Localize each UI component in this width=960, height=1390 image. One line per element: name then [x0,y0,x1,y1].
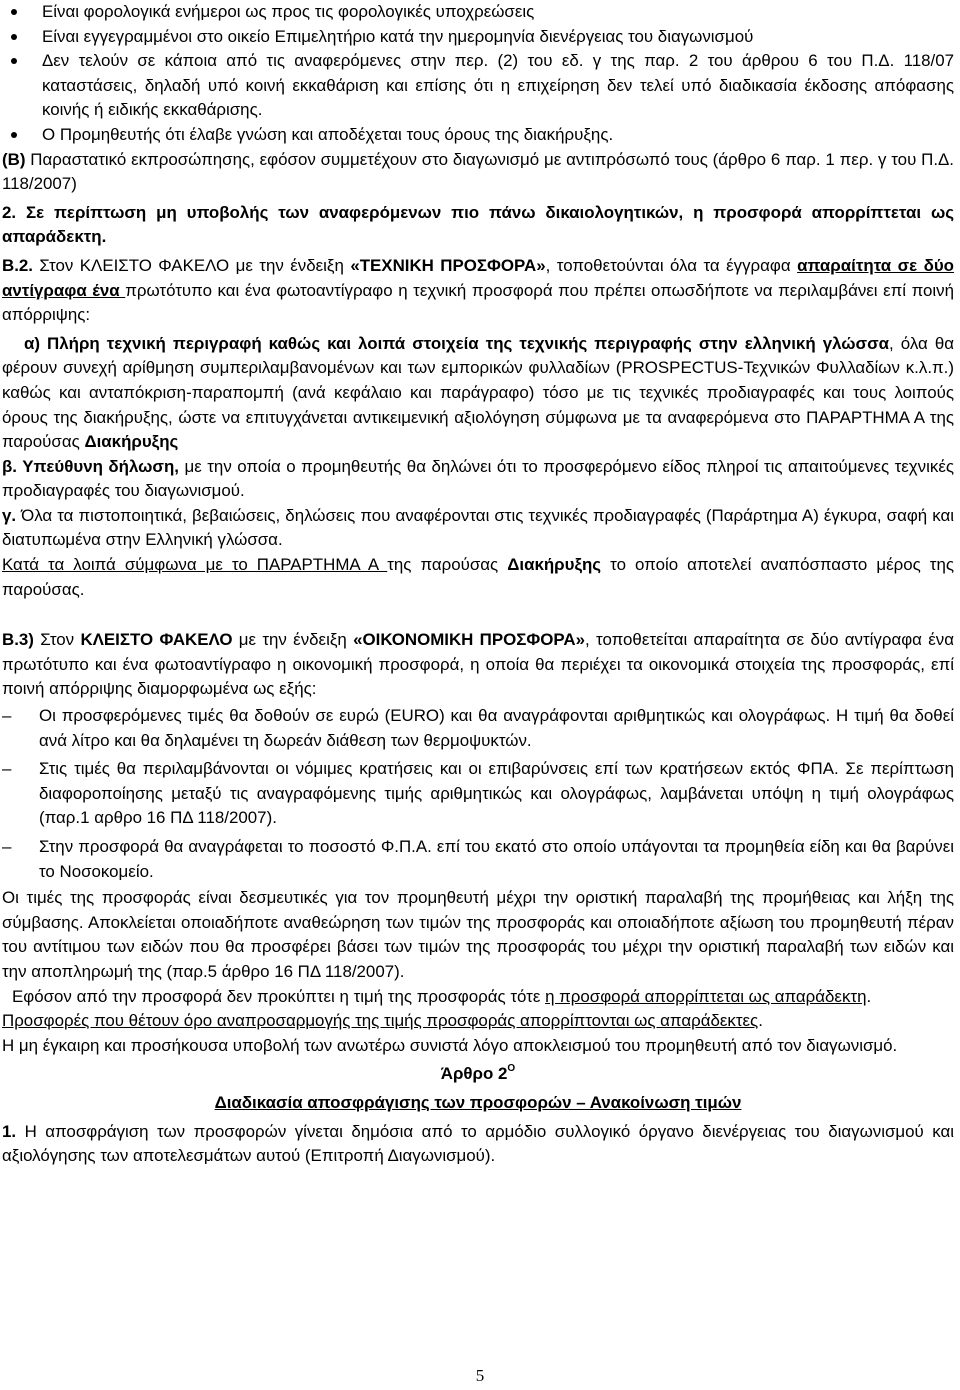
text-run: Δεν τελούν σε κάποια από τις αναφερόμενες στην περ. (2) του εδ. γ της παρ. 2 του άρθρου 6 του Π.Δ. 118/07 καταστάσεις, δηλαδή υπό κοινή εκκαθάριση και επίσης ότι η επιχείρηση δεν τελεί υπό διαδικασία έκδοσης απόφασης κοινής ή ειδικής εκκαθάρισης. [42,51,954,120]
text-run: Ο [507,1063,516,1075]
paragraph-p15 [2,757,954,831]
text-run: Η μη έγκαιρη και προσήκουσα υποβολή των ανωτέρω συνιστά λόγο αποκλεισμού του προμηθευτή από τον διαγωνισμό. [2,1035,898,1055]
text-run: Ο Προμηθευτής ότι έλαβε γνώση και αποδέχεται τους όρους της διακήρυξης. [42,124,614,144]
paragraph-p14 [2,704,954,753]
paragraph-p18 [2,985,954,1010]
text-run: Διαδικασία αποσφράγισης των προσφορών – Ανακοίνωση τιμών [214,1092,742,1112]
paragraph-p10 [2,455,954,504]
text-run: η προσφορά απορρίπτεται ως απαράδεκτη [545,986,867,1006]
text-run: Στην προσφορά θα αναγράφεται το ποσοστό Φ.Π.Α. επί του εκατό στο οποίο υπάγονται τα προμηθεία είδη και θα βαρύνει το Νοσοκομείο. [39,837,954,881]
text-run: Όλα τα πιστοποιητικά, βεβαιώσεις, δηλώσεις που αναφέρονται στις τεχνικές προδιαγραφές (Παράρτημα Α) έγκυρα, σαφή και διατυπωμένα στην Ελληνική γλώσσα. [2,505,954,550]
text-run: Β.3) [2,630,34,650]
text-run: , τοποθετούνται όλα τα έγγραφα [545,255,798,275]
paragraph-p04 [2,123,954,148]
text-run: με την ένδειξη [232,630,354,650]
text-run: Κατά τα λοιπά σύμφωνα με το ΠΑΡΑΡΤΗΜΑ Α [2,555,388,575]
text-run: της παρούσας [387,555,508,575]
dash-marker: – [2,837,12,856]
paragraph-p17 [2,886,954,984]
text-run: (Β) [2,149,26,169]
text-run: «ΟΙΚΟΝΟΜΙΚΗ ΠΡΟΣΦΟΡΑ» [353,630,586,650]
text-run: Είναι εγγεγραμμένοι στο οικείο Επιμελητήριο κατά την ημερομηνία διενέργειας του διαγωνισμού [42,26,754,46]
text-run: Οι προσφερόμενες τιμές θα δοθούν σε ευρώ (EURO) και θα αναγράφονται αριθμητικώς και ολογράφως. Η τιμή θα δοθεί ανά λίτρο και θα δηλαμένει τη δωρεάν διάθεση των θερμοψυκτών. [39,706,954,750]
text-run: . [866,986,872,1006]
paragraph-p11 [2,504,954,553]
text-run: 2. Σε περίπτωση μη υποβολής των αναφερόμενων πιο πάνω δικαιολογητικών, η προσφορά απορρίπτεται ως απαράδεκτη. [2,202,954,247]
text-run: Εφόσον από την προσφορά δεν προκύπτει η τιμή της προσφοράς τότε [12,986,546,1006]
text-run: β. Υπεύθυνη δήλωση, [2,456,179,476]
paragraph-p08 [2,254,954,328]
text-run: , όλα θα φέρουν συνεχή αρίθμηση συμπεριλαμβανομένων και των εμπορικών φυλλαδίων (PROSPECTUS-Τεχνικών Φυλλαδίων κ.λ.π.) καθώς και ανταπόκριση-παραπομπή (ανά κεφάλαιο και παράγραφο) τόσο με τις τεχνικές προδιαγραφές και τους λοιπούς όρους της διακήρυξης, ώστε να επιτυγχάνεται αντικειμενική αξιολόγηση σύμφωνα με τα αναφερόμενα στο ΠΑΡΑΡΤΗΜΑ Α της παρούσας [2,333,955,452]
text-run: Άρθρο 2 [440,1064,508,1084]
paragraph-p09 [2,332,954,455]
text-run: , τοποθετείται απαραίτητα σε δύο αντίγραφα ένα πρωτότυπο και ένα φωτοαντίγραφο η οικονομική προσφορά, η οποία θα περιέχει τα οικονομικά στοιχεία της προσφοράς, επί ποινή απόρριψης διαμορφωμένα ως εξής: [2,630,954,699]
text-run: Διακήρυξης [84,432,179,452]
paragraph-p06 [2,201,954,250]
text-run: Β.2. [2,255,33,275]
text-run: γ. [2,505,17,525]
text-run: α) Πλήρη τεχνική περιγραφή καθώς και λοιπά στοιχεία της τεχνικής περιγραφής στην ελληνική γλώσσα [24,333,890,353]
text-run: «ΤΕΧΝΙΚΗ ΠΡΟΣΦΟΡΑ» [350,255,546,275]
paragraph-p19 [2,1009,954,1034]
document-body [2,0,954,1169]
text-run: με την οποία ο προμηθευτής θα δηλώνει ότι το προσφερόμενο είδος πληροί τις απαιτούμενες τεχνικές προδιαγραφές του διαγωνισμού. [2,456,954,501]
paragraph-p22 [2,1091,954,1116]
text-run: Οι τιμές της προσφοράς είναι δεσμευτικές για τον προμηθευτή μέχρι την οριστική παραλαβή της προμήθειας και λήξη της σύμβασης. Αποκλείεται οποιαδήποτε αναθεώρηση των τιμών της προσφοράς και οποιαδήποτε αξίωση του προμηθευτή πέραν του αντίτιμου των ειδών που θα προσφέρει βάσει των τιμών της προσφοράς του μέχρι την οριστική παραλαβή των ειδών και την αποπληρωμή της (παρ.5 άρθρο 16 ΠΔ 118/2007). [2,888,954,981]
text-run: . [758,1011,763,1031]
paragraph-p01 [2,0,954,25]
paragraph-p02 [2,25,954,50]
text-run: 1. [2,1121,17,1141]
text-run: πρωτότυπο και ένα φωτοαντίγραφο η τεχνική προσφορά που πρέπει οπωσδήποτε να περιλαμβάνει επί ποινή απόρριψης: [2,280,955,325]
text-run: το οποίο αποτελεί αναπόσπαστο μέρος της παρούσας. [2,555,955,599]
paragraph-p12 [2,553,954,602]
paragraph-p20 [2,1034,954,1059]
dash-marker: – [2,759,12,779]
paragraph-p16 [2,835,954,884]
text-run: απαραίτητα σε δύο αντίγραφα ένα [2,255,954,300]
text-run: Στον ΚΛΕΙΣΤΟ ΦΑΚΕΛΟ με την ένδειξη [32,255,351,275]
paragraph-p21 [2,1062,954,1087]
page-number: 5 [475,1366,485,1385]
paragraph-p13 [2,628,954,702]
text-run: ΚΛΕΙΣΤΟ ΦΑΚΕΛΟ [80,630,233,650]
paragraph-p05 [2,148,954,197]
text-run: Στις τιμές θα περιλαμβάνονται οι νόμιμες κρατήσεις και οι επιβαρύνσεις επί των κρατήσεων εκτός ΦΠΑ. Σε περίπτωση διαφοροποίησης μεταξύ τις αναγραφόμενης τιμής αριθμητικώς και ολογράφως, λαμβάνεται υπόψη η τιμή ολογράφως (παρ.1 αρθρο 16 ΠΔ 118/2007). [39,759,954,828]
text-run: Η αποσφράγιση των προσφορών γίνεται δημόσια από το αρμόδιο συλλογικό όργανο διενέργειας του διαγωνισμού και αξιολόγησης των αποτελεσμάτων αυτού (Επιτροπή Διαγωνισμού). [2,1121,954,1166]
paragraph-p03 [2,49,954,123]
text-run: Στον [33,630,81,650]
paragraph-p23 [2,1120,954,1169]
text-run: Είναι φορολογικά ενήμεροι ως προς τις φορολογικές υποχρεώσεις [42,2,535,21]
dash-marker: – [2,706,12,726]
text-run: Διακήρυξης [507,555,602,575]
text-run: Παραστατικό εκπροσώπησης, εφόσον συμμετέχουν στο διαγωνισμό με αντιπρόσωπό τους (άρθρο 6 παρ. 1 περ. γ του Π.Δ. 118/2007) [2,149,954,194]
text-run: Προσφορές που θέτουν όρο αναπροσαρμογής της τιμής προσφοράς απορρίπτονται ως απαράδεκτες [2,1011,759,1031]
